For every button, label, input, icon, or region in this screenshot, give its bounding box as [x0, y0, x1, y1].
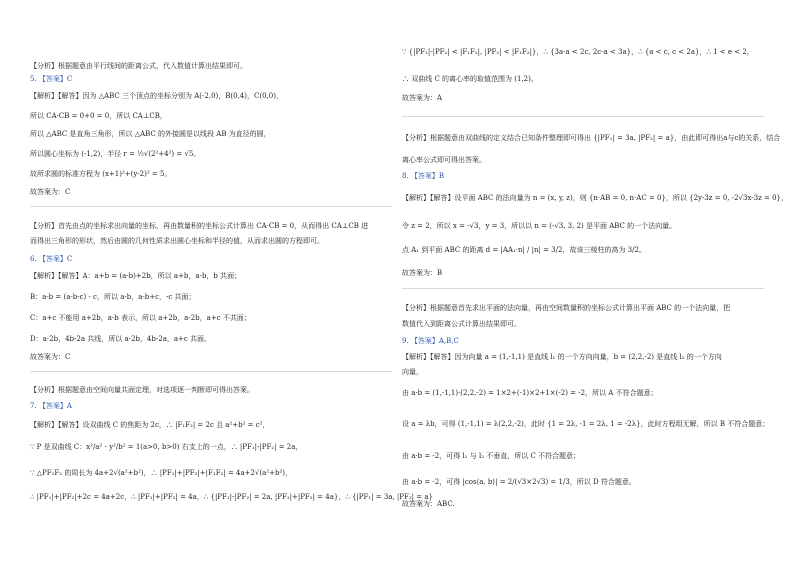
solution-q9-c: 由 a·b = -2，可得 l₁ 与 l₂ 不垂直，所以 C 不符合题意；	[402, 452, 581, 460]
solution-q6-d: D：a-2b，4b-2a 共线，所以 a-2b，4b-2a，a+c 共面。	[30, 335, 212, 343]
divider	[402, 288, 764, 289]
solution-q6-a: 【解析】【解答】A：a+b = (a-b)+2b，所以 a+b，a-b，b 共面；	[30, 272, 242, 280]
solution-q7-line-5: ∵ {|PF₁|-|PF₂| < |F₁F₂|, |PF₂| < |F₁F₂|}，∴ {3a-a < 2c, 2c-a < 3a}，∴ {a < c, c < 2a}，∴ 1 < e < 2，	[402, 48, 754, 56]
analysis-q5-line-1: 【分析】首先由点的坐标求出向量的坐标，再由数量积的坐标公式计算出 CA·CB = 0，从而得出 CA⊥CB 进	[30, 222, 369, 230]
answer-q6: 6. 【答案】C	[30, 255, 73, 263]
solution-q5-line-2: 所以 CA·CB = 0+0 = 0，所以 CA⊥CB，	[30, 112, 167, 120]
analysis-q7-line-1: 【分析】根据题意由双曲线的定义结合已知条件整理即可得出 {|PF₁| = 3a, |PF₂| = a}，由此即可得出a与c的关系，结合	[402, 134, 781, 142]
solution-q7-line-4: ∴ |PF₁|+|PF₂|+2c = 4a+2c，∴ |PF₁|+|PF₂| = 4a，∴ {|PF₁|-|PF₂| = 2a, |PF₁|+|PF₂| = 4a}，∴ {|PF₁| = 3a, |PF₂| = a}	[30, 493, 433, 501]
solution-q9-b: 设 a = λb，可得 (1,-1,1) = λ(2,2,-2)，此时 {1 = 2λ, -1 = 2λ, 1 = -2λ}，此时方程组无解，所以 B 不符合题意；	[402, 420, 770, 428]
solution-q7-line-1: 【解析】【解答】设双曲线 C 的焦距为 2c，∴ |F₁F₂| = 2c 且 a²+b² = c²，	[30, 421, 270, 429]
solution-q8-line-1: 【解析】【解答】设平面 ABC 的法向量为 n = (x, y, z)，则 {n·AB = 0, n·AC = 0}，所以 {2y-3z = 0, -2√3x-3z = 0}，	[402, 194, 789, 202]
solution-q9-d: 由 a·b = -2，可得 |cos⟨a, b⟩| = 2/(√3×2√3) = 1/3，所以 D 符合题意。	[402, 478, 636, 486]
solution-q9-line-2: 向量，	[402, 368, 423, 376]
solution-q7-line-3: ∵ △PF₁F₂ 的周长为 4a+2√(a²+b²)，∴ |PF₁|+|PF₂|+|F₁F₂| = 4a+2√(a²+b²)，	[30, 469, 293, 477]
answer-q9: 9. 【答案】A,B,C	[402, 337, 459, 345]
answer-q5: 5. 【答案】C	[30, 75, 73, 83]
solution-q5-result: 故答案为：C	[30, 188, 71, 196]
solution-q8-result: 故答案为：B	[402, 269, 443, 277]
right-column	[402, 0, 789, 561]
solution-q9-a: 由 a·b = (1,-1,1)·(2,2,-2) = 1×2+(-1)×2+1×(-2) = -2，所以 A 不符合题意；	[402, 389, 658, 397]
divider	[30, 206, 392, 207]
solution-q5-line-4: 所以圆心坐标为 (-1,2)，半径 r = ½√(2²+4²) = √5。	[30, 150, 201, 158]
solution-q5-line-1: 【解析】【解答】因为 △ABC 三个顶点的坐标分别为 A(-2,0)，B(0,4)，C(0,0)，	[30, 92, 283, 100]
analysis-q7-line-2: 离心率公式即可得出答案。	[402, 156, 486, 164]
solution-q6-b: B：a-b = (a-b-c) - c，所以 a-b，a-b+c，-c 共面；	[30, 293, 196, 301]
solution-q8-line-2: 令 z = 2，所以 x = -√3，y = 3，所以以 n = (-√3, 3, 2) 是平面 ABC 的一个法向量。	[402, 222, 677, 230]
analysis-q6: 【分析】根据题意由空间向量共面定理，对选项逐一判断即可得出答案。	[30, 386, 254, 394]
solution-q9-line-1: 【解析】【解答】因为向量 a = (1,-1,1) 是直线 l₁ 的一个方向向量，b = (2,2,-2) 是直线 l₂ 的一个方向	[402, 353, 722, 361]
solution-q6-result: 故答案为：C	[30, 353, 71, 361]
analysis-q8-line-2: 数值代入到距离公式计算出结果即可。	[402, 320, 521, 328]
solution-q7-result: 故答案为：A	[402, 94, 443, 102]
analysis-q8-line-1: 【分析】根据题意首先求出平面的法向量，再由空间数量积的坐标公式计算出平面 ABC 的一个法向量，把	[402, 304, 731, 312]
solution-q7-line-2: ∵ P 是双曲线 C：x²/a² - y²/b² = 1(a>0, b>0) 右支上的一点，∴ |PF₁|-|PF₂| = 2a，	[30, 443, 303, 451]
analysis-q4: 【分析】根据题意由平行线间的距离公式，代入数值计算出结果即可。	[30, 62, 247, 70]
answer-q7: 7. 【答案】A	[30, 402, 72, 410]
analysis-q5-line-2: 而得出三角形的形状，然后由圆的几何性质求出圆心坐标和半径的值，从而求出圆的方程即可。	[30, 237, 324, 245]
divider	[30, 371, 392, 372]
divider	[402, 116, 764, 117]
solution-q7-line-6: ∴ 双曲线 C 的离心率的取值范围为 (1,2)。	[402, 75, 538, 83]
answer-q8: 8. 【答案】B	[402, 172, 445, 180]
solution-q5-line-3: 所以 △ABC 是直角三角形，所以 △ABC 的外接圆是以线段 AB 为直径的圆，	[30, 130, 271, 138]
solution-q8-line-3: 点 A₁ 到平面 ABC 的距离 d = |AA₁·n| / |n| = 3/2，故该三棱柱的高为 3/2。	[402, 246, 646, 254]
solution-q9-result: 故答案为：ABC.	[402, 500, 455, 508]
solution-q5-line-5: 故所求圆的标准方程为 (x+1)²+(y-2)² = 5。	[30, 170, 172, 178]
solution-q6-c: C：a+c 不能用 a+2b，a-b 表示，所以 a+2b，a-2b，a+c 不共面；	[30, 314, 251, 322]
